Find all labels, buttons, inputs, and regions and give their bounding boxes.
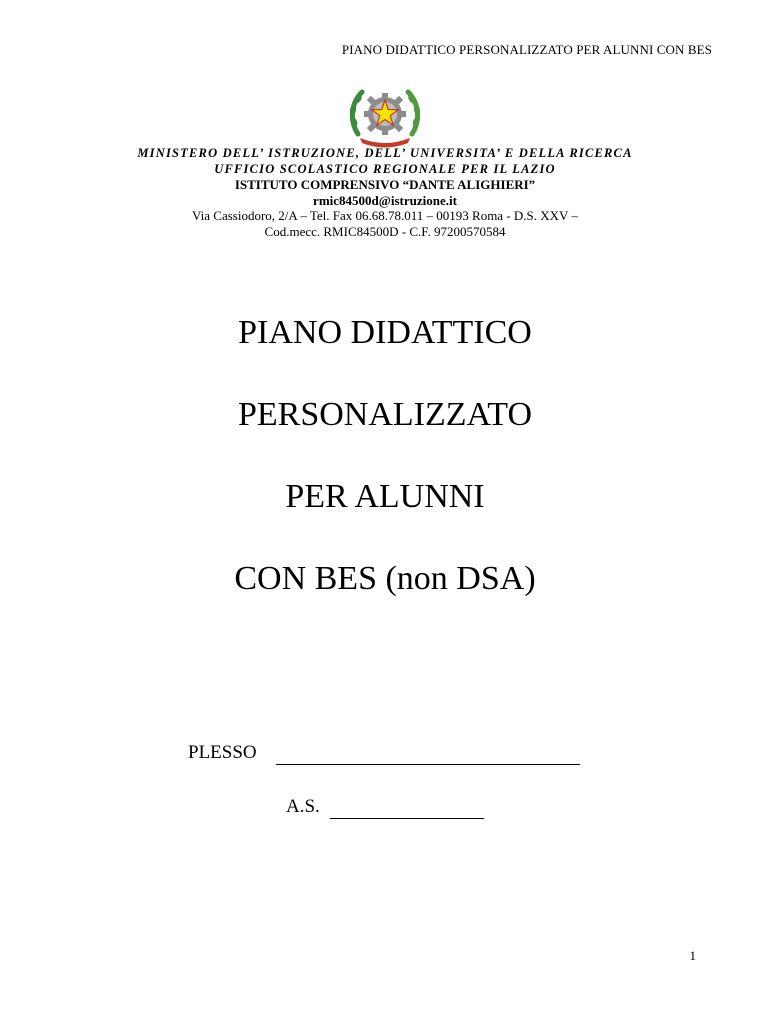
institute-email: rmic84500d@istruzione.it (313, 192, 457, 208)
letterhead (0, 146, 770, 239)
school-year-label: A.S. (286, 796, 320, 817)
title-line: PIANO DIDATTICO (238, 314, 532, 351)
institute-address: Via Cassiodoro, 2/A – Tel. Fax 06.68.78.011 – 00193 Roma - D.S. XXV – (192, 208, 578, 223)
institute-name: ISTITUTO COMPRENSIVO “DANTE ALIGHIERI” (234, 177, 536, 192)
plesso-label: PLESSO (188, 742, 257, 763)
title-line: PERSONALIZZATO (237, 396, 533, 433)
title-line: PER ALUNNI (285, 478, 485, 515)
institute-codes: Cod.mecc. RMIC84500D - C.F. 97200570584 (264, 223, 506, 239)
plesso-blank-line (276, 764, 580, 765)
ministry-name: MINISTERO DELL’ ISTRUZIONE, DELL’ UNIVERSITA’ E DELLA RICERCA (137, 146, 633, 160)
running-header: PIANO DIDATTICO PERSONALIZZATO PER ALUNNI CON BES (341, 42, 712, 57)
regional-office-name: UFFICIO SCOLASTICO REGIONALE PER IL LAZIO (214, 161, 556, 176)
title-line: CON BES (non DSA) (234, 560, 536, 597)
page-number: 1 (689, 948, 696, 963)
document-title (0, 308, 770, 636)
school-year-blank-line (330, 818, 484, 819)
italian-republic-emblem-icon (348, 82, 422, 148)
